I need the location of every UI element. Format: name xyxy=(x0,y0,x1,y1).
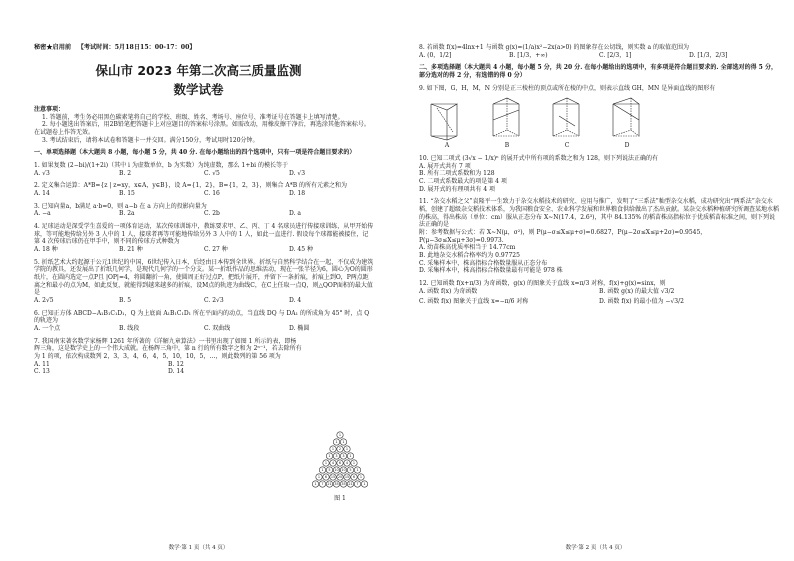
svg-text:1: 1 xyxy=(317,475,321,480)
option: A. 11 xyxy=(34,360,50,368)
option: A. 展开式共有 7 项 xyxy=(419,162,471,170)
option: A. 14 xyxy=(34,190,50,198)
option: C. 2√3 xyxy=(204,297,224,305)
option: C. 13 xyxy=(34,368,50,376)
svg-text:3: 3 xyxy=(342,454,345,459)
svg-text:1: 1 xyxy=(359,475,363,480)
svg-text:1: 1 xyxy=(324,461,328,466)
option: C. 2b xyxy=(204,210,220,218)
option: C. 函数 f(x) 图象关于直线 x=−π/6 对称 xyxy=(419,298,529,306)
svg-text:1: 1 xyxy=(321,468,324,473)
question-12 xyxy=(419,280,779,306)
svg-text:7: 7 xyxy=(356,482,359,487)
question-stem: 2. 定义集合运算：A*B={z | z=xy，x∈A，y∈B}，设 A={1，2}，B={1，2，3}，则集合 A*B 的所有元素之和为 xyxy=(34,182,348,190)
option: C. 采集样本中，株高指标合格数量服从正态分布 xyxy=(419,259,548,267)
option: A. 一个点 xyxy=(34,325,61,333)
svg-text:5: 5 xyxy=(349,468,352,473)
option: C. [2/3，1] xyxy=(599,51,632,59)
svg-text:15: 15 xyxy=(330,475,336,480)
secret-label: 秘密★启用前 xyxy=(34,44,72,51)
svg-text:5: 5 xyxy=(328,468,331,473)
svg-text:4: 4 xyxy=(331,461,335,466)
notice-item: 1. 答题前，考生务必用黑色碳素笔将自己的学校、班级、姓名、考场号、座位号、准考证号在答题卡上填写清楚。 xyxy=(42,113,344,121)
option: B. 5 xyxy=(119,297,132,305)
prism-figure-c xyxy=(547,96,587,142)
figure-caption: 图 1 xyxy=(334,494,346,502)
prism-figures xyxy=(427,96,779,142)
notice-item: 3. 考试结束后，请将本试卷和答题卡一并交回。满分150分，考试用时120分钟。 xyxy=(42,136,259,144)
svg-text:1: 1 xyxy=(328,454,331,459)
question-8 xyxy=(419,44,779,59)
option: D. a xyxy=(289,210,301,218)
svg-text:15: 15 xyxy=(344,475,350,480)
svg-text:6: 6 xyxy=(338,461,342,466)
option: B. 15 xyxy=(119,190,135,198)
svg-text:6: 6 xyxy=(352,475,356,480)
option: A. −a xyxy=(34,210,51,218)
svg-text:1: 1 xyxy=(342,440,345,445)
option: B. [1/3，+∞) xyxy=(509,51,548,59)
svg-text:35: 35 xyxy=(341,482,346,487)
svg-text:4: 4 xyxy=(345,461,349,466)
svg-text:1: 1 xyxy=(345,447,349,452)
figure-label: B xyxy=(504,142,510,150)
question-stem: 9. 如下图，G，H，M，N 分别是正三棱柱的顶点或所在棱的中点，则表示直线 GH，MN 是异面直线的图形有 xyxy=(419,84,716,92)
svg-text:1: 1 xyxy=(314,482,317,487)
option: D. 4 xyxy=(289,297,302,305)
prism-labels xyxy=(427,142,779,150)
svg-text:10: 10 xyxy=(334,468,339,473)
option: D. 椭圆 xyxy=(289,325,310,333)
yanghui-triangle-figure xyxy=(312,430,368,502)
question-4 xyxy=(34,223,374,254)
option: A. 2√5 xyxy=(34,297,54,305)
figure-label: D xyxy=(624,142,630,150)
question-stem: 11. “杂交水稻之父”袁隆平一生致力于杂交水稻技术的研究、应用与推广，发明了“三系法”籼型杂交水稻，成功研究出“两系法”杂交水稻，创建了超级杂交稻技术体系，为我国粮食安全、农业科学发展和世界粮食供给做出了杰出贡献。某杂交水稻种植研究所调查某地水稻的株高，得出株高（单位：cm）服从正态分布 X~N(17.4，2.6³)，其中 84.135% 的稻苗株高指标位于优质稻苗标准之间，则下列说法正确的是 xyxy=(419,198,780,229)
option: C. √5 xyxy=(204,169,220,177)
triangle-diagram xyxy=(312,430,368,522)
question-3 xyxy=(34,203,374,218)
svg-text:1: 1 xyxy=(349,454,352,459)
question-stem: 7. 我国南宋著名数学家杨辉 1261 年所著的《详解九章算法》一书里出现了如图 1 所示的表，即杨辉三角，这是数学史上的一个伟大成就。在杨辉三角中，第 n 行的所有数字之和为 2ⁿ⁻¹，若去除所有为 1 的项，依次构成数列 2，3，3，4，6，4，5，10，10，5，…，则此数列的第 56 项为 xyxy=(34,337,302,361)
question-5 xyxy=(34,259,374,305)
option: A. 幼苗株高优质率相当于 14.77cm xyxy=(419,244,516,252)
footer-right: 数学·第 2 页（共 4 页） xyxy=(565,545,626,551)
option: A. 函数 f(x) 为奇函数 xyxy=(419,287,478,295)
option: D. 18 xyxy=(289,190,306,198)
question-stem: 6. 已知正方体 ABCD−A₁B₁C₁D₁，Q 为上底面 A₁B₁C₁D₁ 所在平面内的动点，当直线 DQ 与 DA₁ 的所成角为 45° 时，点 Q 的轨迹为 xyxy=(34,309,370,325)
question-7 xyxy=(34,338,302,376)
option: D. 14 xyxy=(168,368,185,376)
question-6 xyxy=(34,310,374,333)
question-stem: 10. 已知二项式 (3√x − 1/x)ⁿ 的展开式中所有项的系数之和为 128，则下列说法正确的有 xyxy=(419,155,658,163)
question-9 xyxy=(419,85,779,150)
option: A. (0，1/2] xyxy=(419,51,452,59)
svg-text:1: 1 xyxy=(338,433,342,438)
svg-text:6: 6 xyxy=(324,475,328,480)
question-stem: 5. 折纸艺术大约起源于公元1世纪的中国，6世纪传入日本，后经由日本传到全世界。折纸与自然科学结合在一起，不仅成为建筑学院的教具，还发展出了折纸几何学，是现代几何学的一个分支。某一折纸作品的思维活动，现在一张半径为6，圆心为O的圆形纸片，在圆内选定一点P且 |OP|=4，将圆翻折一角，使圆周正好过点P，把纸片展开，并留下一条折痕，折痕上到O，P两点距离之和最小的点为M，如此反复，就能得到越来越多的折痕，设M点的轨迹为曲线C，在C上任取一点Q，则△QOP面积的最大值是 xyxy=(34,258,374,297)
reference-data: 附：参考数据与公式：若 X~N(μ，σ²)，则 P(μ−σ≤X≤μ+σ)=0.6827，P(μ−2σ≤X≤μ+2σ)=0.9545，P(μ−3σ≤X≤μ+3σ)=0.9973. xyxy=(419,229,707,244)
option: A. 18 种 xyxy=(34,246,58,254)
svg-text:20: 20 xyxy=(337,475,343,480)
svg-text:7: 7 xyxy=(321,482,324,487)
svg-text:1: 1 xyxy=(335,440,338,445)
option: B. 2a xyxy=(119,210,135,218)
notice-heading: 注意事项： xyxy=(34,106,65,113)
option: B. 12 xyxy=(168,360,184,368)
option: B. 线段 xyxy=(119,325,140,333)
prism-figure-d xyxy=(607,96,647,142)
footer-left: 数学·第 1 页（共 4 页） xyxy=(168,545,229,551)
option: D. 45 种 xyxy=(289,246,313,254)
svg-text:1: 1 xyxy=(363,482,366,487)
question-11 xyxy=(419,198,779,275)
svg-text:1: 1 xyxy=(352,461,356,466)
option: B. 2 xyxy=(119,169,132,177)
header xyxy=(34,44,196,52)
option: B. 此地杂交水稻合格率约为 0.97725 xyxy=(419,252,520,260)
question-stem: 4. 足球运动是深受学生喜爱的一项体育运动，某次传球训练中，教练要求甲、乙、丙、丁 4 名球员进行传接球训练，从甲开始传球，等可能地传给另外 3 人中的 1 人，接球者再等可能地传给另外 3 人中的 1 人，如此一直进行. 假设每个球都能被接住，记第 4 次传球后球仍在甲手中，则不同的传球方式种数为 xyxy=(34,223,374,246)
question-10 xyxy=(419,155,779,193)
left-body xyxy=(34,106,374,376)
option: D. 展开式的有理项共有 4 项 xyxy=(419,185,496,193)
page-title: 保山市 2023 年第二次高三质量监测 xyxy=(95,63,302,78)
prism-figure-a xyxy=(427,96,467,142)
option: B. 所有二项式系数和为 128 xyxy=(419,170,495,178)
svg-text:10: 10 xyxy=(341,468,346,473)
option: D. 函数 f(x) 的最小值为 −√3/2 xyxy=(599,298,684,306)
question-stem: 12. 已知函数 f(x+π/3) 为奇函数，g(x) 的图象关于直线 x=π/3 对称，f(x)+g(x)=sinx，则 xyxy=(419,280,666,288)
option: C. 双曲线 xyxy=(204,325,231,333)
question-stem: 3. 已知向量a，b满足 a·b=0，则 a−b 在 a 方向上的投影向量为 xyxy=(34,202,207,210)
svg-text:21: 21 xyxy=(327,482,332,487)
notice-item: 2. 每小题选出答案后，用2B铅笔把答题卡上对应题目的答案标号涂黑。如需改动，用橡皮擦干净后，再选涂其他答案标号。在试题卷上作答无效。 xyxy=(34,121,370,137)
option: B. 函数 g(x) 的最大值 √3/2 xyxy=(599,287,675,295)
option: A. √3 xyxy=(34,169,50,177)
section1-heading: 一、单项选择题（本大题共 8 小题，每小题 5 分，共 40 分. 在每小题给出的四个选项中，只有一项是符合题目要求的） xyxy=(34,149,356,157)
section2-heading: 二、多项选择题（本大题共 4 小题，每小题 5 分，共 20 分. 在每小题给出的选项中，有多项是符合题目要求的. 全部选对的得 5 分，部分选对的得 2 分，有选错的得 0 分） xyxy=(419,64,777,80)
svg-text:35: 35 xyxy=(334,482,339,487)
svg-text:2: 2 xyxy=(338,447,342,452)
exam-time: 【考试时间：5月18日15：00-17：00】 xyxy=(77,44,196,51)
option: D. [1/3，2/3] xyxy=(689,51,728,59)
right-body xyxy=(419,44,779,306)
option: C. 二项式系数最大的项是第 4 项 xyxy=(419,178,507,186)
option: D. 采集样本中，株高指标合格数量最有可能是 978 株 xyxy=(419,267,563,275)
option: C. 16 xyxy=(204,190,220,198)
page-subtitle: 数学试卷 xyxy=(173,82,224,97)
svg-text:3: 3 xyxy=(335,454,338,459)
svg-text:1: 1 xyxy=(356,468,359,473)
option: C. 27 种 xyxy=(204,246,228,254)
question-stem: 1. 如果复数 (2−bi)/(1+2i)（其中 i 为虚数单位，b 为实数）为纯虚数，那么 1+bi 的模长等于 xyxy=(34,162,289,170)
option: D. √3 xyxy=(289,169,306,177)
question-2 xyxy=(34,182,374,197)
question-stem: 8. 若函数 f(x)=4lnx+1 与函数 g(x)=(1/a)x²−2x(a>0) 的图象存在公切线，则实数 a 的取值范围为 xyxy=(419,44,689,51)
question-1 xyxy=(34,162,374,177)
svg-text:21: 21 xyxy=(348,482,353,487)
svg-text:1: 1 xyxy=(331,447,335,452)
figure-label: C xyxy=(564,142,570,150)
prism-figure-b xyxy=(487,96,527,142)
page-right xyxy=(397,0,794,561)
option: B. 21 种 xyxy=(119,246,143,254)
figure-label: A xyxy=(444,142,450,150)
